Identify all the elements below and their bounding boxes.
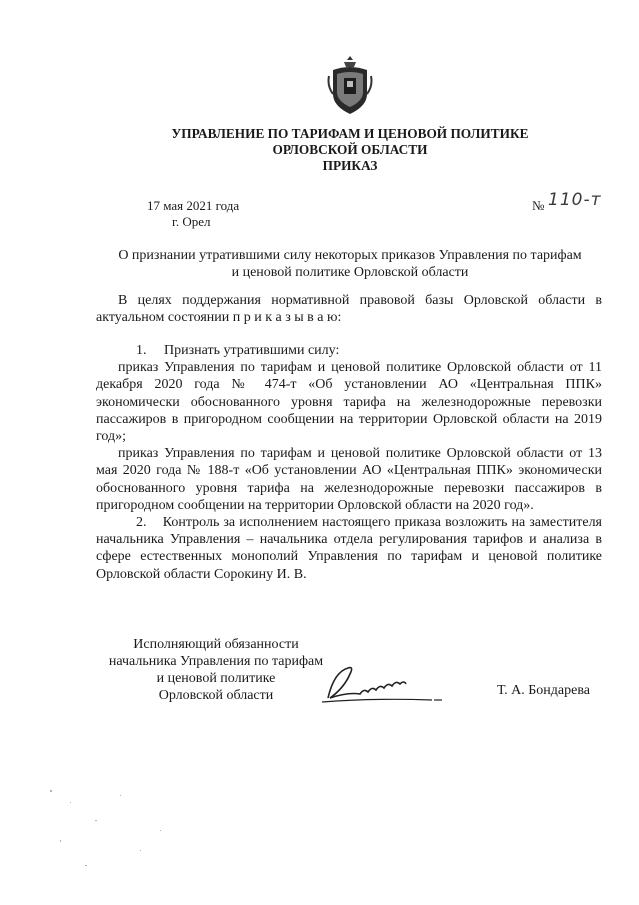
title-line-2: и ценовой политике Орловской области xyxy=(231,265,469,280)
scan-artifacts xyxy=(40,780,190,880)
handwritten-signature xyxy=(314,662,444,712)
item-2-number: 2. xyxy=(136,515,147,531)
signatory-name: Т. А. Бондарева xyxy=(497,683,590,698)
item-1-sub-2: приказ Управления по тарифам и ценовой политике Орловской области от 13 мая 2020 года № 188-т «Об установлении АО «Центральная ППК» экономически обоснованного уровня тарифа на железнодорожные перевозки пассажиров в пригородном сообщении на территории Орловской области на 2020 год». xyxy=(96,446,602,513)
signatory-line-1: Исполняющий обязанности xyxy=(133,637,299,652)
item-2 xyxy=(96,514,602,583)
order-title xyxy=(100,247,600,281)
order-date: 17 мая 2021 года xyxy=(147,198,240,213)
item-1-text: Признать утратившими силу: xyxy=(164,343,340,358)
order-number-label: № xyxy=(532,198,545,213)
item-1-lead xyxy=(96,342,602,359)
signatory-line-3: и ценовой политике xyxy=(156,671,276,686)
preamble-paragraph: В целях поддержания нормативной правовой базы Орловской области в актуальном состоянии п р и к а з ы в а ю: xyxy=(96,293,602,326)
title-line-1: О признании утратившими силу некоторых приказов Управления по тарифам xyxy=(118,248,582,263)
order-number-handwritten: 110-т xyxy=(548,190,602,210)
header-line-2: ОРЛОВСКОЙ ОБЛАСТИ xyxy=(272,142,428,157)
item-1-number: 1. xyxy=(136,343,147,358)
item-1-sub-1: приказ Управления по тарифам и ценовой политике Орловской области от 11 декабря 2020 года № 474-т «Об установлении АО «Центральная ППК» экономически обоснованного уровня тарифа на железнодорожные перевозки пассажиров в пригородном сообщении на территории Орловской области на 2019 год»; xyxy=(96,360,602,445)
item-2-text: Контроль за исполнением настоящего приказа возложить на заместителя начальника Управления – начальника отдела регулирования тарифов и анализа в сфере естественных монополий Управления по тарифам и ценовой политике Орловской области Сорокину И. В. xyxy=(96,515,602,582)
order-items xyxy=(96,342,602,583)
coat-of-arms-emblem xyxy=(327,54,373,116)
signatory-line-2: начальника Управления по тарифам xyxy=(108,654,324,669)
header-line-1: УПРАВЛЕНИЕ ПО ТАРИФАМ И ЦЕНОВОЙ ПОЛИТИКЕ xyxy=(171,126,529,141)
order-city: г. Орел xyxy=(172,214,211,229)
signatory-line-4: Орловской области xyxy=(158,688,274,703)
organization-header xyxy=(0,126,639,174)
header-line-3: ПРИКАЗ xyxy=(322,158,378,173)
signatory-title xyxy=(96,636,336,704)
